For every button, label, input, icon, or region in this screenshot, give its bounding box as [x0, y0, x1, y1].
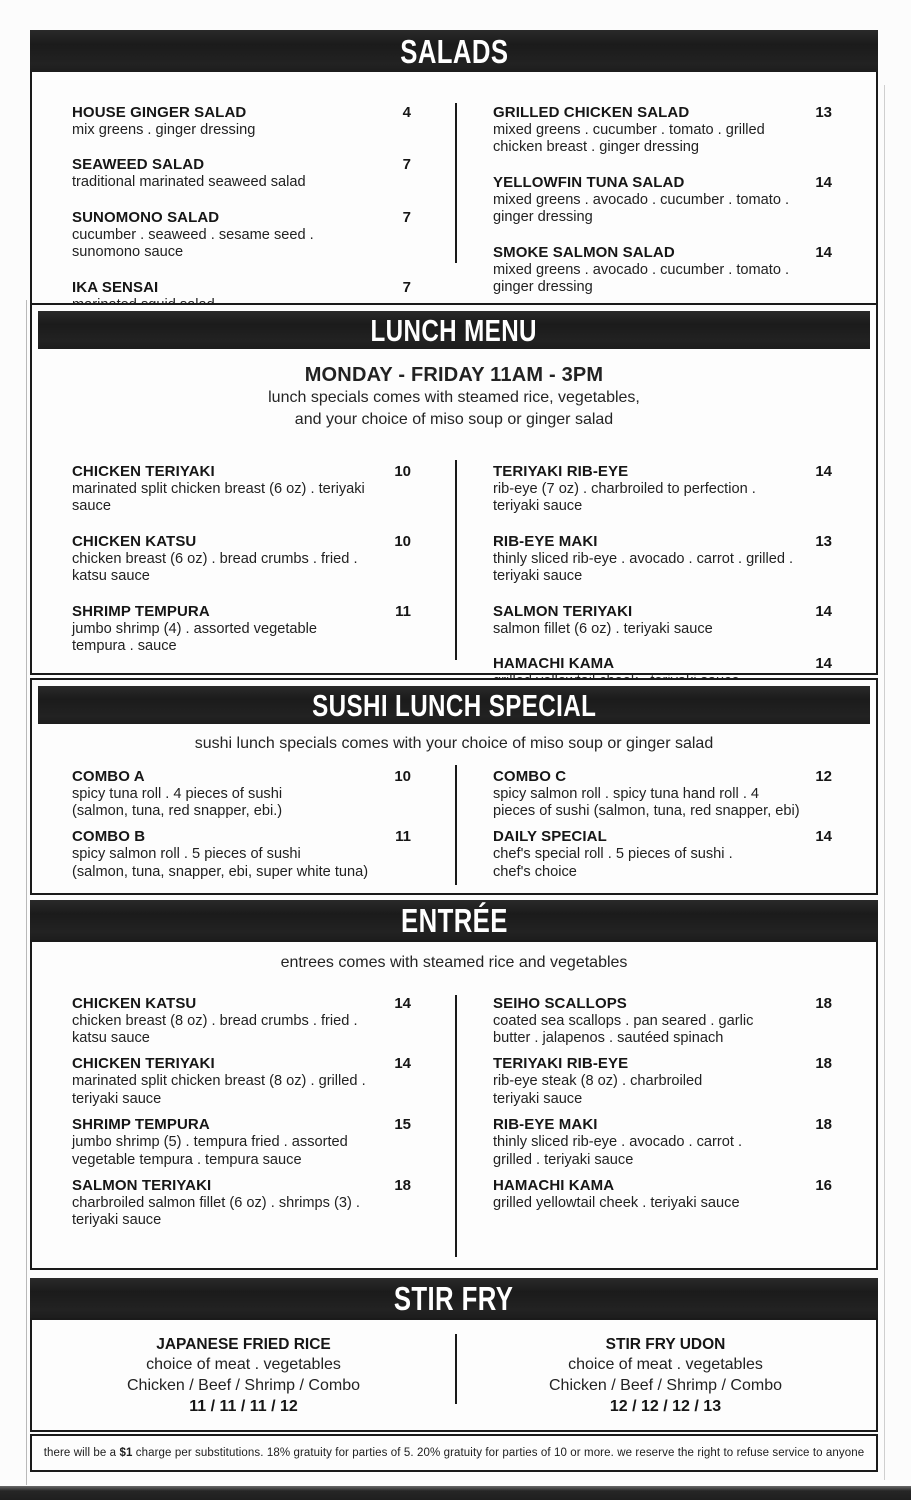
footer-note	[44, 1447, 865, 1459]
item-name: SMOKE SALMON SALAD	[493, 243, 675, 261]
menu-item	[493, 104, 832, 157]
item-description-line: (salmon, tuna, red snapper, ebi.)	[72, 802, 283, 819]
item-description	[493, 846, 832, 881]
entree-header-bar	[30, 900, 878, 940]
item-description	[72, 227, 411, 262]
item-name: RIB-EYE MAKI	[493, 1116, 598, 1134]
menu-item-head	[72, 209, 411, 227]
item-description-line: grilled yellowtail cheek . teriyaki sauce	[493, 1194, 740, 1211]
item-description-line: coated sea scallops . pan seared . garlic	[493, 1012, 754, 1029]
item-price: 14	[815, 243, 832, 261]
item-name: STIR FRY UDON	[605, 1336, 726, 1353]
menu-item-head	[72, 463, 411, 481]
item-description-line: butter . jalapenos . sautéed spinach	[493, 1029, 724, 1046]
item-description-line: vegetable tempura . tempura sauce	[72, 1151, 302, 1168]
menu-item-head	[72, 768, 411, 786]
menu-item	[493, 244, 832, 297]
lunch-left-column	[32, 463, 455, 672]
item-price: 10	[394, 532, 411, 550]
item-description-line: sunomono sauce	[72, 244, 184, 261]
menu-item	[72, 209, 411, 262]
sushi-lunch-special-section	[30, 678, 878, 895]
item-description-line: cucumber . seaweed . sesame seed .	[72, 226, 314, 243]
salads-columns	[32, 72, 876, 331]
lunch-subtitle-line2: and your choice of miso soup or ginger salad	[294, 410, 614, 428]
item-description-line: teriyaki sauce	[493, 1090, 583, 1107]
lunch-columns	[32, 463, 876, 707]
salads-left-column	[32, 104, 455, 331]
item-description-line: salmon fillet (6 oz) . teriyaki sauce	[493, 620, 713, 637]
item-description-line: grilled . teriyaki sauce	[493, 1151, 634, 1168]
item-description-line: chicken breast . ginger dressing	[493, 139, 700, 156]
item-description-line: rib-eye (7 oz) . charbroiled to perfection .	[493, 481, 756, 497]
item-name: COMBO C	[493, 767, 567, 785]
item-description-line: katsu sauce	[72, 1029, 150, 1046]
menu-item-head	[493, 174, 832, 192]
sushi-left-column	[32, 768, 455, 890]
item-description-line: sauce	[72, 498, 111, 515]
item-description	[72, 1195, 411, 1230]
item-description-line: mix greens . ginger dressing	[72, 122, 256, 138]
menu-item	[493, 768, 832, 821]
lunch-menu-title: LUNCH MENU	[370, 312, 538, 348]
entree-left-column	[32, 995, 455, 1238]
menu-item-head	[72, 1055, 411, 1073]
item-description-line: jumbo shrimp (4) . assorted vegetable	[72, 620, 317, 637]
item-description	[493, 1073, 832, 1108]
entree-subtitle: entrees comes with steamed rice and vegetables	[280, 954, 628, 971]
item-price: 12	[815, 767, 832, 785]
menu-item-head	[72, 995, 411, 1013]
item-description	[72, 1013, 411, 1048]
item-description	[493, 786, 832, 821]
item-description-line: marinated split chicken breast (8 oz) . grilled .	[72, 1073, 366, 1090]
item-prices: 11 / 11 / 11 / 12	[189, 1398, 298, 1415]
lunch-menu-header-bar	[38, 311, 870, 349]
item-price: 14	[815, 655, 832, 673]
lunch-right-column	[455, 463, 876, 707]
menu-item	[493, 1116, 832, 1169]
menu-item	[72, 603, 411, 656]
menu-item	[493, 174, 832, 227]
item-name: COMBO B	[72, 828, 146, 846]
item-name: COMBO A	[72, 767, 145, 785]
salads-column-divider	[455, 103, 457, 263]
menu-item	[493, 1177, 832, 1212]
item-name: YELLOWFIN TUNA SALAD	[493, 173, 685, 191]
item-description	[72, 1073, 411, 1108]
menu-item	[72, 768, 411, 821]
menu-item-head	[493, 768, 832, 786]
menu-item-head	[493, 463, 832, 481]
item-name: HAMACHI KAMA	[493, 655, 615, 673]
item-name: IKA SENSAI	[72, 278, 159, 296]
item-description	[72, 1134, 411, 1169]
menu-item-head	[493, 655, 832, 673]
item-description-line: chicken breast (6 oz) . bread crumbs . fried .	[72, 550, 358, 567]
item-description	[72, 481, 411, 516]
item-description	[493, 1013, 832, 1048]
item-description-line: teriyaki sauce	[72, 1212, 162, 1229]
salads-section	[30, 72, 878, 303]
item-name: HOUSE GINGER SALAD	[72, 104, 247, 121]
item-price: 16	[815, 1176, 832, 1194]
item-price: 18	[815, 994, 832, 1012]
entree-columns	[32, 995, 876, 1238]
item-description-line: jumbo shrimp (5) . tempura fried . assorted	[72, 1134, 348, 1151]
stirfry-section	[30, 1318, 878, 1432]
menu-item-head	[493, 533, 832, 551]
menu-item-head	[493, 1055, 832, 1073]
item-price: 14	[815, 463, 832, 480]
lunch-column-divider	[455, 460, 457, 660]
item-description	[493, 122, 832, 157]
menu-item	[493, 463, 832, 516]
lunch-hours-heading: MONDAY - FRIDAY 11AM - 3PM	[304, 364, 604, 386]
sushi-subtitle: sushi lunch specials comes with your choice of miso soup or ginger salad	[194, 735, 714, 752]
stirfry-title: STIR FRY	[394, 1279, 514, 1317]
menu-item	[493, 603, 832, 638]
scan-edge-right	[884, 85, 885, 1480]
item-description-line: (salmon, tuna, snapper, ebi, super white tuna)	[72, 863, 369, 880]
item-description-line: Chicken / Beef / Shrimp / Combo	[127, 1377, 360, 1394]
item-price: 10	[394, 767, 411, 785]
item-price: 11	[395, 828, 411, 846]
sushi-column-divider	[455, 765, 457, 885]
entree-section	[30, 940, 878, 1270]
stirfry-right-column	[455, 1320, 876, 1417]
item-description-line: spicy salmon roll . 5 pieces of sushi	[72, 846, 301, 863]
item-name: GRILLED CHICKEN SALAD	[493, 104, 690, 121]
salads-right-column	[455, 104, 876, 313]
item-name: CHICKEN KATSU	[72, 532, 197, 550]
item-name: JAPANESE FRIED RICE	[156, 1336, 331, 1353]
menu-item-head	[493, 603, 832, 621]
stirfry-header-bar	[30, 1278, 878, 1318]
item-name: TERIYAKI RIB-EYE	[493, 463, 629, 480]
menu-item	[72, 828, 411, 881]
item-description-line: katsu sauce	[72, 568, 150, 585]
item-description	[493, 262, 832, 297]
item-name: SALMON TERIYAKI	[72, 1176, 212, 1194]
menu-item-head	[493, 244, 832, 262]
item-name: CHICKEN TERIYAKI	[72, 1055, 215, 1073]
item-description	[72, 621, 411, 656]
item-name: SHRIMP TEMPURA	[72, 602, 210, 620]
item-name: SUNOMONO SALAD	[72, 208, 220, 226]
menu-item-head	[493, 995, 832, 1013]
footer-note-suffix: charge per substitutions. 18% gratuity for parties of 5. 20% gratuity for parties of 10 or more. we reserve the right to refuse service to anyone	[132, 1447, 865, 1459]
item-description-line: tempura . sauce	[72, 638, 177, 655]
entree-right-column	[455, 995, 876, 1221]
menu-item-head	[493, 828, 832, 846]
item-name: RIB-EYE MAKI	[493, 532, 598, 550]
menu-item-head	[72, 279, 411, 297]
stirfry-column-divider	[455, 1334, 457, 1404]
item-price: 14	[815, 602, 832, 620]
stirfry-columns	[32, 1320, 876, 1417]
menu-item	[72, 1055, 411, 1108]
sushi-special-title: SUSHI LUNCH SPECIAL	[311, 687, 597, 723]
item-description-line: chef's choice	[493, 863, 577, 880]
item-name: SHRIMP TEMPURA	[72, 1116, 210, 1134]
scan-edge-left	[26, 300, 27, 1485]
item-price: 4	[402, 104, 411, 121]
item-description-line: spicy salmon roll . spicy tuna hand roll . 4	[493, 785, 760, 802]
item-description-line: marinated split chicken breast (6 oz) . teriyaki	[72, 481, 365, 497]
item-price: 14	[394, 994, 411, 1012]
menu-item-head	[72, 156, 411, 174]
item-price: 7	[402, 278, 411, 296]
item-name: CHICKEN TERIYAKI	[72, 463, 215, 480]
entree-column-divider	[455, 995, 457, 1257]
item-price: 18	[815, 1055, 832, 1073]
sushi-right-column	[455, 768, 876, 890]
item-description	[493, 481, 832, 516]
salads-header-bar	[30, 30, 878, 72]
item-description-line: mixed greens . cucumber . tomato . grilled	[493, 122, 765, 138]
menu-item-head	[72, 1116, 411, 1134]
footer-note-bold: $1	[119, 1447, 133, 1459]
item-price: 7	[402, 208, 411, 226]
item-name: CHICKEN KATSU	[72, 994, 197, 1012]
item-name: SALMON TERIYAKI	[493, 602, 633, 620]
menu-item	[72, 1116, 411, 1169]
item-description	[72, 174, 411, 191]
item-description-line: mixed greens . avocado . cucumber . tomato .	[493, 261, 790, 278]
item-description-line: thinly sliced rib-eye . avocado . carrot .	[493, 1134, 743, 1151]
item-price: 7	[402, 156, 411, 174]
menu-item-head	[493, 1116, 832, 1134]
menu-item	[72, 463, 411, 516]
item-description-line: mixed greens . avocado . cucumber . tomato .	[493, 191, 790, 208]
menu-item-head	[493, 1177, 832, 1195]
scan-bottom-bar	[0, 1486, 911, 1500]
item-description-line: rib-eye steak (8 oz) . charbroiled	[493, 1073, 703, 1090]
item-description	[72, 846, 411, 881]
item-name: SEIHO SCALLOPS	[493, 994, 627, 1012]
entree-title: ENTRÉE	[400, 901, 508, 939]
item-price: 13	[815, 532, 832, 550]
item-price: 15	[394, 1116, 411, 1134]
item-description-line: thinly sliced rib-eye . avocado . carrot . grilled .	[493, 550, 794, 567]
item-description	[493, 1195, 832, 1212]
menu-item	[72, 995, 411, 1048]
item-description-line: choice of meat . vegetables	[146, 1356, 341, 1373]
item-price: 18	[394, 1176, 411, 1194]
menu-item	[493, 1055, 832, 1108]
item-description-line: teriyaki sauce	[493, 498, 583, 515]
footer-note-box	[30, 1434, 878, 1472]
menu-item-head	[72, 1177, 411, 1195]
item-prices: 12 / 12 / 12 / 13	[609, 1398, 722, 1415]
item-name: SEAWEED SALAD	[72, 156, 205, 174]
item-description-line: Chicken / Beef / Shrimp / Combo	[549, 1377, 782, 1394]
item-description-line: teriyaki sauce	[72, 1090, 162, 1107]
item-description-line: traditional marinated seaweed salad	[72, 174, 306, 191]
item-description	[493, 551, 832, 586]
item-name: HAMACHI KAMA	[493, 1176, 615, 1194]
menu-item	[72, 104, 411, 139]
item-description-line: choice of meat . vegetables	[568, 1356, 763, 1373]
item-price: 11	[395, 602, 411, 620]
item-description-line: pieces of sushi (salmon, tuna, red snapper, ebi)	[493, 802, 800, 819]
item-name: DAILY SPECIAL	[493, 828, 607, 846]
item-price: 10	[394, 463, 411, 480]
item-description-line: teriyaki sauce	[493, 568, 583, 585]
menu-item	[72, 156, 411, 191]
menu-item-head	[493, 104, 832, 122]
item-description-line: charbroiled salmon fillet (6 oz) . shrimps (3) .	[72, 1194, 360, 1211]
lunch-subtitle-line1: lunch specials comes with steamed rice, vegetables,	[268, 389, 640, 406]
item-description-line: ginger dressing	[493, 279, 593, 296]
menu-item	[72, 1177, 411, 1230]
item-price: 13	[815, 104, 832, 121]
menu-item-head	[72, 533, 411, 551]
item-description-line: chef's special roll . 5 pieces of sushi .	[493, 846, 733, 863]
sushi-special-header-bar	[38, 686, 870, 724]
item-description-line: spicy tuna roll . 4 pieces of sushi	[72, 785, 283, 802]
item-description-line: chicken breast (8 oz) . bread crumbs . fried .	[72, 1012, 358, 1029]
item-price: 18	[815, 1116, 832, 1134]
menu-item	[493, 995, 832, 1048]
item-name: TERIYAKI RIB-EYE	[493, 1055, 629, 1073]
salads-title: SALADS	[399, 32, 509, 70]
item-price: 14	[394, 1055, 411, 1073]
footer-note-prefix: there will be a	[43, 1447, 120, 1459]
item-description	[493, 192, 832, 227]
item-description	[72, 122, 411, 139]
menu-item	[493, 828, 832, 881]
menu-item	[493, 533, 832, 586]
menu-item	[72, 533, 411, 586]
item-description	[493, 1134, 832, 1169]
menu-item-head	[72, 104, 411, 122]
item-description	[72, 551, 411, 586]
menu-item-head	[72, 603, 411, 621]
sushi-columns	[32, 768, 876, 890]
stirfry-left-column	[32, 1320, 455, 1417]
item-price: 14	[815, 173, 832, 191]
item-description	[493, 621, 832, 638]
lunch-menu-section	[30, 303, 878, 675]
item-price: 14	[815, 828, 832, 846]
item-description	[72, 786, 411, 821]
menu-item-head	[72, 828, 411, 846]
item-description-line: ginger dressing	[493, 209, 593, 226]
